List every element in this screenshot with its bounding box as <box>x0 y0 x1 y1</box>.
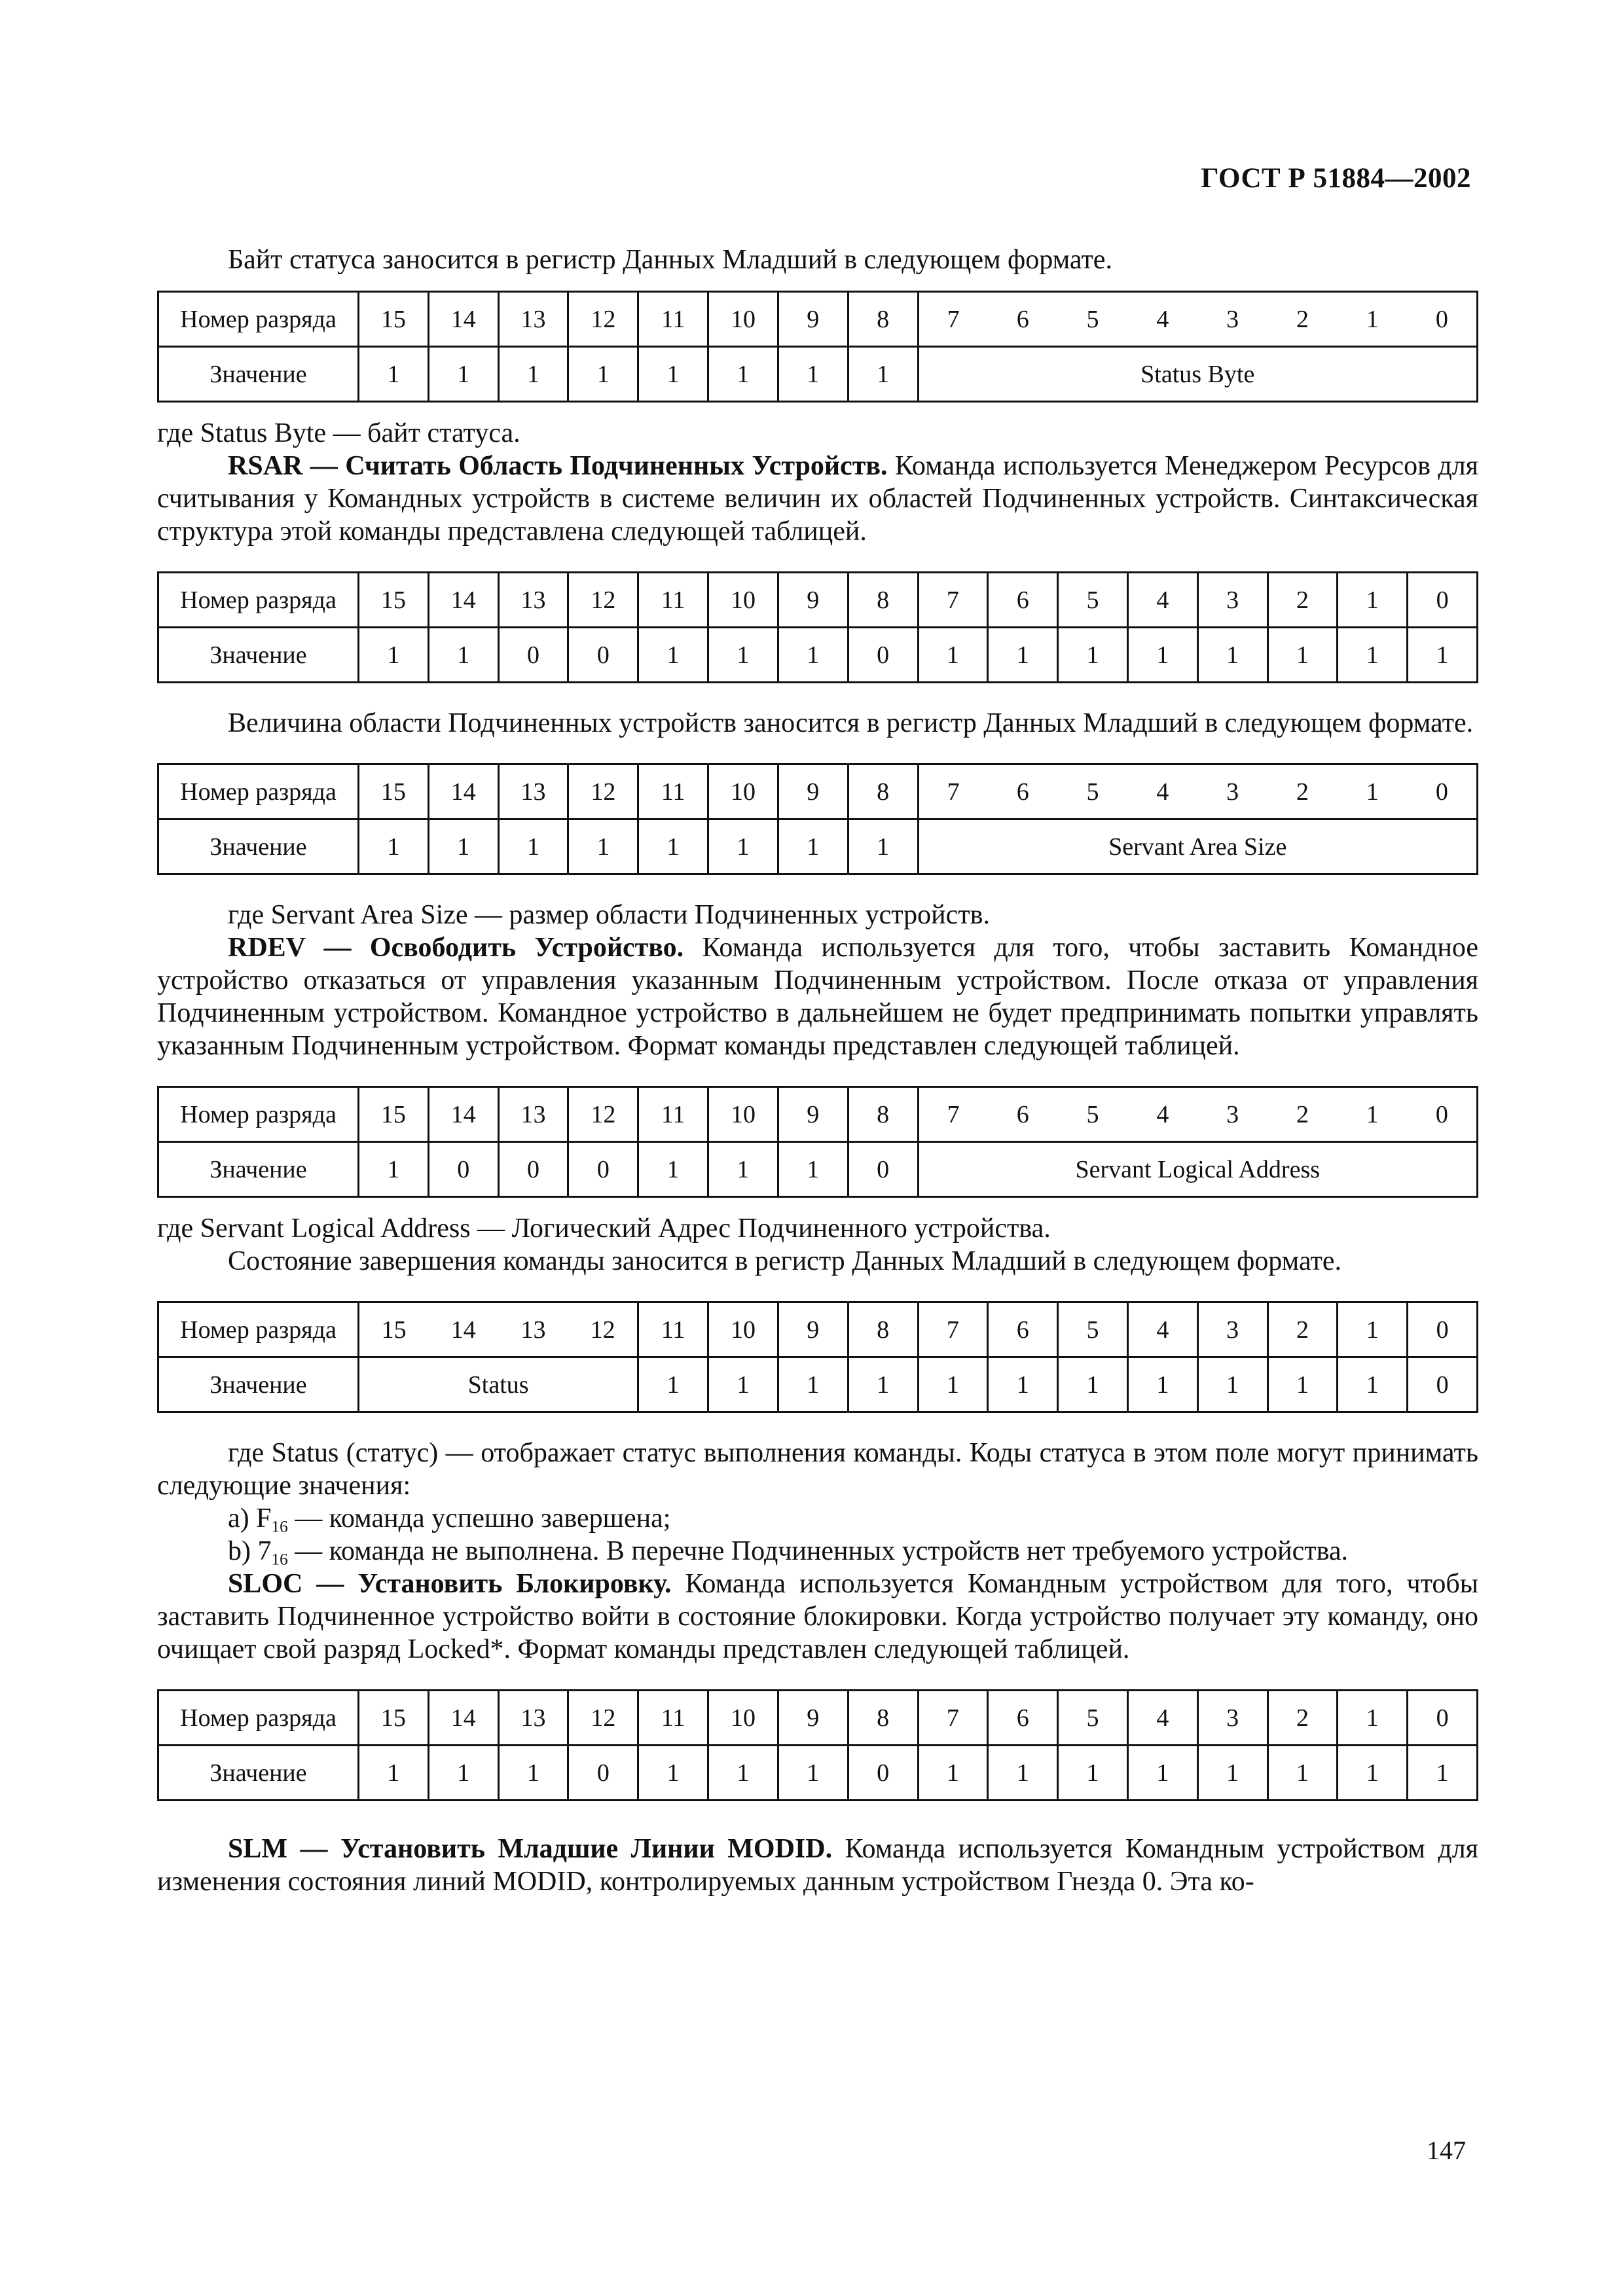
paragraph-servant-logical-address-def: где Servant Logical Address — Логический Адрес Подчиненного устройства. <box>157 1213 1051 1244</box>
bit-value: 1 <box>428 347 498 402</box>
bit-value: 1 <box>708 819 778 874</box>
bit-number: 0 <box>1408 573 1478 628</box>
bit-number: 12 <box>568 764 638 819</box>
bit-number: 3 <box>1197 292 1267 347</box>
bit-value: 1 <box>988 628 1058 683</box>
page-header: ГОСТ Р 51884—2002 <box>1201 163 1471 194</box>
bit-number: 14 <box>428 292 498 347</box>
bit-number: 1 <box>1338 764 1408 819</box>
bit-value: 0 <box>498 628 568 683</box>
table-servant-area-size <box>157 763 1478 875</box>
bit-number: 2 <box>1267 1302 1338 1357</box>
bit-number: 9 <box>778 764 848 819</box>
paragraph-rsar <box>157 450 1478 548</box>
list-item-a-prefix: a) F <box>228 1503 272 1534</box>
row-label: Значение <box>158 347 359 402</box>
bit-value: 1 <box>428 628 498 683</box>
paragraph-servant-area-intro: Величина области Подчиненных устройств заносится в регистр Данных Младший в следующем формате. <box>228 708 1474 738</box>
bit-number: 7 <box>918 1087 988 1142</box>
bit-value: 1 <box>1338 1746 1408 1801</box>
bit-number: 15 <box>359 1087 429 1142</box>
bit-value: 1 <box>778 1746 848 1801</box>
table-row-bit-numbers <box>158 1691 1478 1746</box>
paragraph-servant-area-def: где Servant Area Size — размер области Подчиненных устройств. <box>228 900 990 930</box>
bit-value: 1 <box>638 628 708 683</box>
bit-value: 1 <box>498 819 568 874</box>
bit-number: 2 <box>1267 764 1338 819</box>
bit-value: 1 <box>848 1357 918 1412</box>
bit-value: 1 <box>778 819 848 874</box>
bit-value: 1 <box>638 819 708 874</box>
bit-value: 1 <box>359 628 429 683</box>
bit-number: 10 <box>708 764 778 819</box>
bit-value: 0 <box>848 1142 918 1197</box>
bit-value: 1 <box>1127 1357 1197 1412</box>
bit-number: 5 <box>1058 1087 1128 1142</box>
table-rsar <box>157 571 1478 683</box>
bit-number: 0 <box>1408 1302 1478 1357</box>
bit-value: 1 <box>708 347 778 402</box>
bit-number: 5 <box>1058 1691 1128 1746</box>
bit-number: 6 <box>988 1302 1058 1357</box>
bit-number: 7 <box>918 1302 988 1357</box>
bit-value: 0 <box>568 1746 638 1801</box>
bit-number: 4 <box>1127 1302 1197 1357</box>
bit-number: 5 <box>1058 573 1128 628</box>
list-item-b-subscript: 16 <box>271 1551 288 1569</box>
bit-number: 11 <box>638 1302 708 1357</box>
table-sloc <box>157 1689 1478 1801</box>
bit-value: 1 <box>778 1142 848 1197</box>
bit-number: 4 <box>1127 1087 1197 1142</box>
bit-number: 14 <box>428 573 498 628</box>
bit-number: 0 <box>1408 1087 1478 1142</box>
bit-value: 1 <box>1408 1746 1478 1801</box>
bit-value: 1 <box>918 1357 988 1412</box>
bit-value: 1 <box>918 628 988 683</box>
bit-number: 13 <box>498 1087 568 1142</box>
list-item-b <box>157 1535 1478 1568</box>
table-row-bit-numbers <box>158 1087 1478 1142</box>
row-label: Номер разряда <box>158 1302 359 1357</box>
bit-value: 1 <box>1127 1746 1197 1801</box>
table-row-values <box>158 1142 1478 1197</box>
list-item-a-text: — команда успешно завершена; <box>287 1503 671 1534</box>
bit-value: 1 <box>1408 628 1478 683</box>
paragraph-completion-status-intro: Состояние завершения команды заносится в регистр Данных Младший в следующем формате. <box>228 1246 1341 1276</box>
bit-number: 10 <box>708 1691 778 1746</box>
bit-value: 1 <box>708 1142 778 1197</box>
bit-number: 10 <box>708 573 778 628</box>
bit-number: 13 <box>498 1302 568 1357</box>
bit-number: 7 <box>918 292 988 347</box>
bit-value: 1 <box>988 1746 1058 1801</box>
table-row-bit-numbers <box>158 1302 1478 1357</box>
bit-value: 0 <box>568 1142 638 1197</box>
row-label: Номер разряда <box>158 573 359 628</box>
bit-number: 9 <box>778 573 848 628</box>
bit-value: 1 <box>498 1746 568 1801</box>
field-name: Status Byte <box>918 347 1478 402</box>
bit-number: 7 <box>918 573 988 628</box>
bit-number: 10 <box>708 1302 778 1357</box>
bit-value: 0 <box>428 1142 498 1197</box>
bit-value: 1 <box>1338 1357 1408 1412</box>
bit-value: 1 <box>988 1357 1058 1412</box>
row-label: Значение <box>158 1357 359 1412</box>
bit-value: 1 <box>359 819 429 874</box>
bit-value: 1 <box>568 819 638 874</box>
bit-number: 10 <box>708 292 778 347</box>
bit-number: 11 <box>638 1691 708 1746</box>
bit-number: 4 <box>1127 292 1197 347</box>
bit-value: 1 <box>498 347 568 402</box>
command-body-slm: Команда используется Командным устройством для изменения состояния линий MODID, контролируемых данным устройством Гнезда 0. Эта ко- <box>157 1834 1478 1897</box>
bit-number: 13 <box>498 764 568 819</box>
bit-value: 1 <box>1197 628 1267 683</box>
paragraph-status-def: где Status (статус) — отображает статус выполнения команды. Коды статуса в этом поле могут принимать следующие значения: <box>157 1438 1478 1501</box>
bit-number: 15 <box>359 1302 429 1357</box>
bit-number: 12 <box>568 1087 638 1142</box>
bit-value: 1 <box>1267 1357 1338 1412</box>
bit-number: 13 <box>498 1691 568 1746</box>
list-item-a-subscript: 16 <box>271 1518 288 1536</box>
row-label: Номер разряда <box>158 292 359 347</box>
table-row-values <box>158 1357 1478 1412</box>
bit-number: 6 <box>988 573 1058 628</box>
bit-number: 15 <box>359 573 429 628</box>
bit-value: 1 <box>1197 1746 1267 1801</box>
paragraph-status-byte-def: где Status Byte — байт статуса. <box>157 418 520 448</box>
bit-value: 1 <box>428 819 498 874</box>
bit-value: 1 <box>359 347 429 402</box>
bit-number: 2 <box>1267 292 1338 347</box>
bit-number: 5 <box>1058 1302 1128 1357</box>
table-status-byte <box>157 291 1478 403</box>
bit-value: 1 <box>778 347 848 402</box>
bit-number: 0 <box>1408 764 1478 819</box>
table-row-values <box>158 628 1478 683</box>
bit-value: 1 <box>1197 1357 1267 1412</box>
bit-number: 8 <box>848 1302 918 1357</box>
bit-value: 1 <box>1058 1357 1128 1412</box>
bit-number: 6 <box>988 764 1058 819</box>
bit-number: 3 <box>1197 1302 1267 1357</box>
list-item-b-text: — команда не выполнена. В перечне Подчиненных устройств нет требуемого устройства. <box>287 1536 1349 1566</box>
bit-number: 11 <box>638 292 708 347</box>
row-label: Значение <box>158 1746 359 1801</box>
bit-number: 8 <box>848 1087 918 1142</box>
bit-value: 1 <box>848 819 918 874</box>
row-label: Номер разряда <box>158 1691 359 1746</box>
table-row-bit-numbers <box>158 292 1478 347</box>
bit-number: 4 <box>1127 1691 1197 1746</box>
bit-value: 1 <box>428 1746 498 1801</box>
bit-number: 2 <box>1267 573 1338 628</box>
row-label: Номер разряда <box>158 1087 359 1142</box>
bit-number: 14 <box>428 1691 498 1746</box>
field-name: Status <box>359 1357 638 1412</box>
bit-number: 9 <box>778 1691 848 1746</box>
bit-number: 6 <box>988 1691 1058 1746</box>
page-number: 147 <box>1427 2136 1466 2165</box>
bit-number: 7 <box>918 764 988 819</box>
bit-number: 4 <box>1127 764 1197 819</box>
bit-number: 9 <box>778 292 848 347</box>
bit-value: 1 <box>1058 628 1128 683</box>
bit-number: 13 <box>498 573 568 628</box>
command-title-sloc: SLOC — Установить Блокировку. <box>228 1569 672 1599</box>
bit-value: 1 <box>568 347 638 402</box>
row-label: Значение <box>158 819 359 874</box>
bit-value: 1 <box>708 628 778 683</box>
list-item-b-prefix: b) 7 <box>228 1536 272 1566</box>
bit-number: 6 <box>988 1087 1058 1142</box>
bit-value: 0 <box>568 628 638 683</box>
list-item-a <box>157 1502 1478 1535</box>
bit-value: 1 <box>638 347 708 402</box>
bit-value: 1 <box>638 1746 708 1801</box>
bit-number: 14 <box>428 1087 498 1142</box>
bit-number: 11 <box>638 764 708 819</box>
command-title-rsar: RSAR — Считать Область Подчиненных Устройств. <box>228 451 888 481</box>
bit-value: 1 <box>1267 628 1338 683</box>
paragraph-status-byte-intro: Байт статуса заносится в регистр Данных Младший в следующем формате. <box>228 245 1112 275</box>
table-row-bit-numbers <box>158 764 1478 819</box>
bit-number: 8 <box>848 1691 918 1746</box>
bit-number: 11 <box>638 573 708 628</box>
table-rdev <box>157 1086 1478 1198</box>
bit-value: 1 <box>848 347 918 402</box>
field-name: Servant Area Size <box>918 819 1478 874</box>
bit-number: 3 <box>1197 764 1267 819</box>
bit-number: 1 <box>1338 1302 1408 1357</box>
table-row-values <box>158 347 1478 402</box>
paragraph-rdev <box>157 931 1478 1062</box>
bit-value: 1 <box>1127 628 1197 683</box>
bit-number: 0 <box>1408 1691 1478 1746</box>
bit-value: 1 <box>1058 1746 1128 1801</box>
command-title-rdev: RDEV — Освободить Устройство. <box>228 933 684 963</box>
bit-value: 0 <box>848 628 918 683</box>
paragraph-sloc <box>157 1568 1478 1666</box>
bit-value: 1 <box>359 1746 429 1801</box>
bit-value: 1 <box>638 1357 708 1412</box>
table-row-values <box>158 819 1478 874</box>
bit-number: 12 <box>568 292 638 347</box>
bit-number: 2 <box>1267 1691 1338 1746</box>
bit-number: 8 <box>848 764 918 819</box>
bit-value: 1 <box>359 1142 429 1197</box>
bit-number: 15 <box>359 292 429 347</box>
document-body <box>157 243 1478 1898</box>
bit-value: 1 <box>918 1746 988 1801</box>
table-completion-status <box>157 1301 1478 1413</box>
bit-number: 10 <box>708 1087 778 1142</box>
bit-number: 3 <box>1197 1087 1267 1142</box>
bit-value: 0 <box>848 1746 918 1801</box>
bit-number: 8 <box>848 573 918 628</box>
bit-number: 12 <box>568 1302 638 1357</box>
bit-number: 12 <box>568 573 638 628</box>
bit-number: 5 <box>1058 292 1128 347</box>
command-body-rdev: Команда используется для того, чтобы заставить Командное устройство отказаться от управления указанным Подчиненным устройством. После отказа от управления Подчиненным устройством. Командное устройство в дальнейшем не будет предпринимать попытки управлять указанным Подчиненным устройством. Формат команды представлен следующей таблицей. <box>157 933 1478 1061</box>
bit-number: 4 <box>1127 573 1197 628</box>
bit-number: 0 <box>1408 292 1478 347</box>
bit-number: 7 <box>918 1691 988 1746</box>
bit-number: 15 <box>359 764 429 819</box>
bit-number: 11 <box>638 1087 708 1142</box>
bit-number: 8 <box>848 292 918 347</box>
bit-value: 0 <box>498 1142 568 1197</box>
bit-value: 1 <box>778 628 848 683</box>
bit-number: 1 <box>1338 1691 1408 1746</box>
bit-value: 1 <box>638 1142 708 1197</box>
bit-value: 1 <box>778 1357 848 1412</box>
bit-number: 2 <box>1267 1087 1338 1142</box>
table-row-bit-numbers <box>158 573 1478 628</box>
bit-number: 9 <box>778 1302 848 1357</box>
bit-number: 12 <box>568 1691 638 1746</box>
bit-value: 1 <box>708 1357 778 1412</box>
bit-number: 6 <box>988 292 1058 347</box>
row-label: Номер разряда <box>158 764 359 819</box>
bit-number: 14 <box>428 1302 498 1357</box>
row-label: Значение <box>158 1142 359 1197</box>
table-row-values <box>158 1746 1478 1801</box>
bit-number: 14 <box>428 764 498 819</box>
paragraph-slm <box>157 1833 1478 1898</box>
bit-value: 1 <box>1267 1746 1338 1801</box>
bit-number: 1 <box>1338 1087 1408 1142</box>
bit-number: 13 <box>498 292 568 347</box>
bit-number: 1 <box>1338 292 1408 347</box>
bit-number: 1 <box>1338 573 1408 628</box>
bit-number: 3 <box>1197 1691 1267 1746</box>
bit-value: 0 <box>1408 1357 1478 1412</box>
bit-number: 9 <box>778 1087 848 1142</box>
field-name: Servant Logical Address <box>918 1142 1478 1197</box>
command-title-slm: SLM — Установить Младшие Линии MODID. <box>228 1834 833 1864</box>
command-body-sloc: Команда используется Командным устройством для того, чтобы заставить Подчиненное устройство войти в состояние блокировки. Когда устройство получает эту команду, оно очищает свой разряд Locked*. Формат команды представлен следующей таблицей. <box>157 1569 1478 1664</box>
bit-value: 1 <box>708 1746 778 1801</box>
bit-number: 15 <box>359 1691 429 1746</box>
bit-value: 1 <box>1338 628 1408 683</box>
row-label: Значение <box>158 628 359 683</box>
bit-number: 5 <box>1058 764 1128 819</box>
bit-number: 3 <box>1197 573 1267 628</box>
command-body-rsar: Команда используется Менеджером Ресурсов для считывания у Командных устройств в системе величин их областей Подчиненных устройств. Синтаксическая структура этой команды представлена следующей таблицей. <box>157 451 1478 547</box>
